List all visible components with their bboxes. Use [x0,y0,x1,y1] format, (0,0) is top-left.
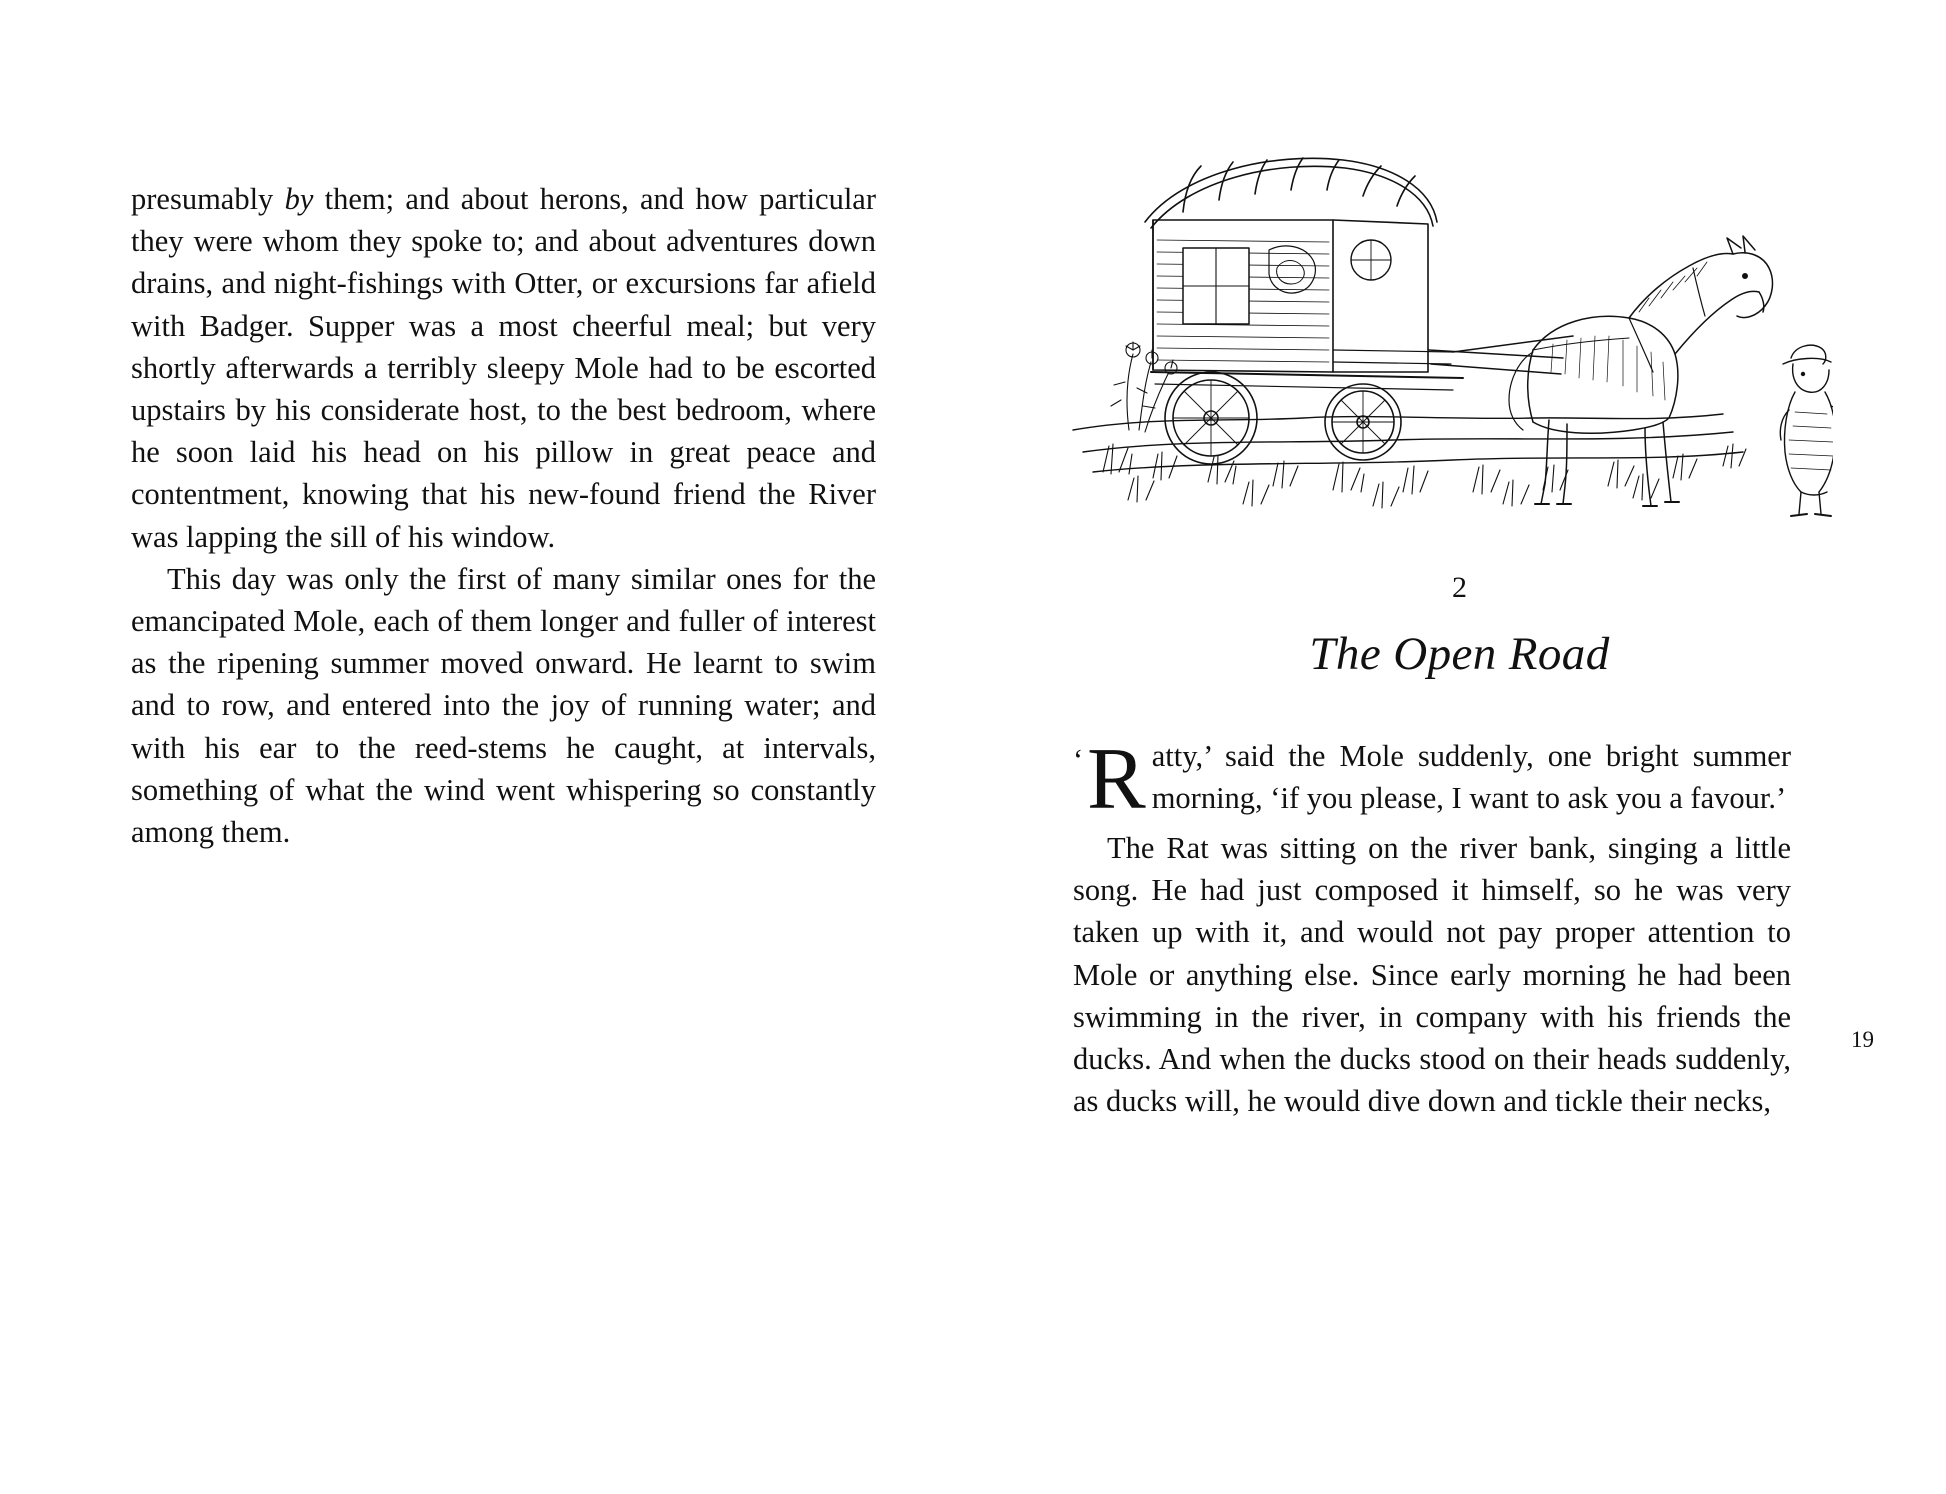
emphasis-by: by [284,182,314,216]
left-page-body [131,178,876,853]
paragraph-continued [131,178,876,558]
paragraph-rest: them; and about herons, and how particular they were whom they spoke to; and about adventures down drains, and night-fishings with Otter, or excursions far afield with Badger. Supper was a most cheerful meal; but very shortly afterwards a terribly sleepy Mole had to be escorted upstairs by his considerate host, to the best bedroom, where he soon laid his head on his pillow in great peace and contentment, knowing that his new-found friend the River was lapping the sill of his window. [131,182,876,554]
paragraph-rat-singing: The Rat was sitting on the river bank, singing a little song. He had just composed it himself, so he was very taken up with it, and would not pay proper attention to Mole or anything else. Since early morning he had been swimming in the river, in company with his friends the ducks. And when the ducks stood on their heads suddenly, as ducks will, he would dive down and tickle their necks, [1073,831,1791,1119]
drop-cap-letter: R [1087,731,1146,828]
paragraph-lead: presumably [131,182,285,216]
paragraph-2: This day was only the first of many similar ones for the emancipated Mole, each of them longer and fuller of interest as the ripening summer moved onward. He learnt to swim and to row, and entered into the joy of running water; and with his ear to the reed-stems he caught, at intervals, something of what the wind went whispering so constantly among them. [131,561,876,850]
opening-paragraph [1073,731,1791,828]
chapter-title: The Open Road [1309,628,1610,680]
opening-paragraph-text: atty,’ said the Mole suddenly, one bright summer morning, ‘if you please, I want to ask you a favour.’ [1151,739,1791,816]
caravan-illustration [1033,100,1833,520]
right-page-body [1073,731,1791,1122]
page-number: 19 [1851,1027,1874,1052]
right-page [973,0,1946,1494]
chapter-number: 2 [1452,571,1467,604]
opening-quote-mark: ‘ [1073,743,1084,777]
